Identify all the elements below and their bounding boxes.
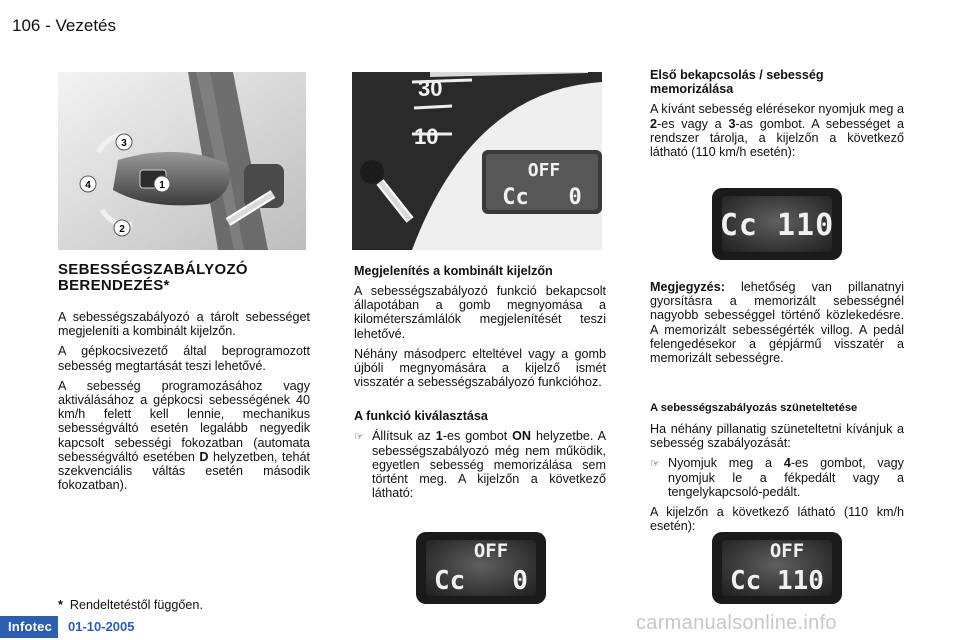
- lcd-memorized-bottom: Cc 110: [719, 208, 835, 243]
- footer-date: 01-10-2005: [68, 619, 135, 634]
- gear-d-label: D: [199, 449, 209, 464]
- footer-badge: Infotec: [0, 616, 58, 638]
- lcd-off-110: [712, 532, 842, 604]
- cluster-tick-30: 30: [418, 76, 443, 101]
- note-text: lehetőség van pillanatnyi gyorsításra a memorizált sebességnél nagyobb sebességgel történő közlekedésre. A memorizált sebességérték villog. A pedál felengedésekor a gépjármű visszatér a memorizált sebességre.: [650, 280, 904, 366]
- watermark: carmanualsonline.info: [636, 612, 837, 634]
- cluster-tick-10: 10: [414, 124, 439, 149]
- note: [650, 280, 904, 371]
- footnote-text: Rendeltetéstől függően.: [69, 598, 203, 612]
- page-header: [12, 16, 116, 36]
- stalk-illustration: [58, 72, 306, 250]
- hand-pointer-icon: ☞: [650, 458, 660, 471]
- header-separator: -: [45, 16, 51, 35]
- note-label: Megjegyzés:: [650, 280, 725, 294]
- display-heading: Megjelenítés a kombinált kijelzőn: [354, 264, 553, 278]
- col2-bullet: ☞ Állítsuk az 1-es gombot ON helyzetbe. A sebességszabályozó még nem működik, egyetlen sebesség memorizálása sem történt meg. A kijelzőn a következő látható:: [354, 429, 606, 501]
- col3-paragraph-2: Ha néhány pillanatig szüneteltetni kívánjuk a sebesség szabályozását:: [650, 422, 904, 451]
- lcd-off-zero-bottom: Cc 0: [434, 566, 528, 596]
- column-3: [650, 68, 904, 165]
- cluster-lcd-off: OFF: [527, 160, 561, 181]
- cluster-illustration: [352, 72, 602, 250]
- hand-pointer-icon: ☞: [354, 431, 364, 444]
- col1-paragraph-2: A gépkocsivezető által beprogramozott sebesség megtartását teszi lehetővé.: [58, 344, 310, 373]
- stalk-label-2: 2: [119, 224, 125, 235]
- lcd-off-110-bottom: Cc 110: [730, 566, 824, 596]
- section-title: Vezetés: [55, 16, 117, 35]
- col2-paragraph-2: Néhány másodperc elteltével vagy a gomb újbóli megnyomására a kijelző ismét visszatér a sebességszabályozó funkcióhoz.: [354, 346, 606, 390]
- col3-bullet: ☞ Nyomjuk meg a 4-es gombot, vagy nyomjuk le a fékpedált vagy a tengelykapcsoló-pedált.: [650, 456, 904, 499]
- lcd-memorized-110: [712, 188, 842, 260]
- column-1: [58, 262, 310, 498]
- stalk-label-1: 1: [159, 180, 165, 191]
- footnote-mark: *: [58, 598, 63, 612]
- function-select-heading: A funkció kiválasztása: [354, 409, 488, 424]
- col1-paragraph-1: A sebességszabályozó a tárolt sebességet megjeleníti a kombinált kijelzőn.: [58, 310, 310, 339]
- instrument-cluster-photo: [352, 72, 602, 250]
- pause-heading: A sebességszabályozás szüneteltetése: [650, 402, 858, 414]
- stalk-label-4: 4: [85, 180, 91, 191]
- lcd-off-110-top: OFF: [769, 540, 805, 562]
- lcd-off-zero-top: OFF: [473, 540, 509, 562]
- first-activation-heading: Első bekapcsolás / sebesség memorizálása: [650, 68, 824, 97]
- pause-section: [650, 402, 904, 539]
- section-heading: SEBESSÉGSZABÁLYOZÓ BERENDEZÉS*: [58, 261, 248, 294]
- cruise-control-stalk-photo: [58, 72, 306, 250]
- col1-paragraph-3: A sebesség programozásához vagy aktiválásához a gépkocsi sebességének 40 km/h felett kell lennie, mechanikus sebességváltó esetén legalább negyedik kapcsolt sebességi fokozatban (automata sebességváltó esetében D helyzetben, tehát szekvenciális váltás esetén második fokozatban).: [58, 378, 310, 493]
- column-2: [354, 264, 606, 500]
- cluster-lcd-cc: Cc 0: [502, 185, 582, 210]
- stalk-label-3: 3: [121, 138, 127, 149]
- col2-paragraph-1: A sebességszabályozó funkció bekapcsolt állapotában a gomb megnyomása a kilométerszámlálók megjelenítését teszi lehetővé.: [354, 284, 606, 341]
- footnote: [58, 598, 310, 612]
- page-number: 106: [12, 16, 41, 35]
- lcd-off-zero: [416, 532, 546, 604]
- col3-paragraph-3: A kijelzőn a következő látható (110 km/h esetén):: [650, 505, 904, 534]
- col3-paragraph-1: A kívánt sebesség elérésekor nyomjuk meg a 2-es vagy a 3-as gombot. A sebességet a rendszer tárolja, a kijelzőn a következő látható (110 km/h esetén):: [650, 102, 904, 160]
